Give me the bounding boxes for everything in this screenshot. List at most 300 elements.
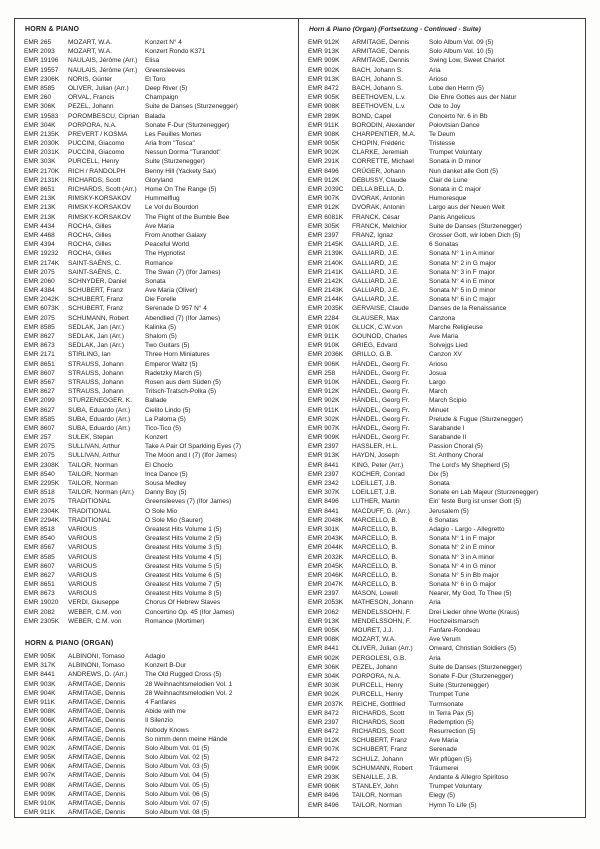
composer-name: MARCELLO, B. — [352, 525, 398, 533]
work-title: Les Feuilles Mortes — [145, 130, 202, 138]
work-title: Passion Choral (5) — [429, 443, 483, 451]
catalog-row — [308, 93, 579, 102]
catalog-row — [24, 698, 292, 707]
composer-name: MARCELLO, B. — [352, 516, 398, 524]
work-title: Serenade D 957 N° 4 — [145, 305, 207, 313]
catalog-row — [308, 415, 579, 424]
catalog-number: EMR 8585 — [24, 553, 55, 561]
catalog-number: EMR 8540 — [24, 470, 55, 478]
composer-name: FRANCK, César — [352, 213, 400, 221]
catalog-number: EMR 8496 — [308, 167, 339, 175]
work-title: Emperor Waltz (5) — [145, 360, 198, 368]
catalog-number: EMR 912K — [308, 204, 340, 212]
composer-name: VARIOUS — [68, 544, 97, 552]
composer-name: TRADITIONAL — [68, 516, 111, 524]
catalog-number: EMR 2397 — [308, 443, 339, 451]
work-title: Gloryland — [145, 176, 173, 184]
work-title: Sonata in C major — [429, 186, 482, 193]
composer-name: MARCELLO, B. — [352, 535, 398, 543]
composer-name: CORRETTE, Michael — [352, 158, 414, 166]
work-title: Tico-Tico (5) — [145, 424, 181, 432]
catalog-row — [308, 764, 579, 773]
catalog-number: EMR 2397 — [308, 718, 339, 726]
composer-name: VERDI, Giuseppe — [68, 599, 120, 607]
composer-name: ARMITAGE, Dennis — [68, 680, 126, 688]
work-title: Deep River (5) — [145, 84, 188, 92]
catalog-number: EMR 912K — [308, 39, 340, 46]
catalog-number: EMR 910K — [308, 378, 340, 386]
composer-name: SEDLAK, Jan (Arr.) — [68, 333, 124, 340]
composer-name: GALLIARD, J.E. — [352, 250, 399, 258]
work-title: Suite (Sturzenegger) — [145, 158, 205, 166]
composer-name: PORPORA, N.A. — [68, 121, 117, 129]
work-title: Champaign — [145, 94, 179, 102]
work-title: Elegy (5) — [429, 792, 456, 800]
catalog-row — [24, 213, 292, 222]
composer-name: SULLIVAN, Arthur — [68, 443, 120, 451]
work-title: Romance — [145, 259, 173, 267]
catalog-row — [24, 295, 292, 304]
composer-name: BOND, Capel — [352, 112, 392, 120]
catalog-number: EMR 2044K — [308, 544, 344, 552]
composer-name: TRADITIONAL — [68, 498, 111, 506]
work-title: Greensleeves (7) (Ifor James) — [145, 498, 232, 506]
work-title: Ballade — [145, 397, 167, 405]
catalog-number: EMR 291K — [308, 158, 340, 166]
composer-name: HÄNDEL, Georg Fr. — [352, 378, 410, 386]
composer-name: GALLIARD, J.E. — [352, 287, 399, 295]
composer-name: SEDLAK, Jan (Arr.) — [68, 323, 124, 331]
composer-name: SCHUBERT, Franz — [68, 305, 124, 313]
catalog-row — [24, 716, 292, 725]
composer-name: SULLIVAN, Arthur — [68, 452, 120, 460]
work-title: Radetzky March (5) — [145, 369, 202, 377]
catalog-number: EMR 906K — [24, 717, 56, 725]
composer-name: RICHARDS, Scott — [352, 728, 405, 736]
catalog-row — [308, 259, 579, 268]
catalog-number: EMR 4468 — [24, 231, 55, 239]
work-title: The Flight of the Bumble Bee — [145, 213, 230, 221]
composer-name: NAULAIS, Jérôme (Arr.) — [68, 57, 138, 65]
catalog-number: EMR 2174K — [24, 259, 60, 267]
composer-name: HASSLER, H.L. — [352, 443, 398, 451]
composer-name: GLUCK, C.W.von — [352, 323, 403, 331]
work-title: Ave Verum — [429, 636, 461, 644]
catalog-row — [308, 102, 579, 111]
catalog-number: EMR 2045K — [308, 562, 344, 570]
work-title: Suite de Danses (Sturzenegger) — [145, 103, 238, 111]
catalog-row — [308, 644, 579, 653]
catalog-row — [308, 470, 579, 479]
catalog-row — [24, 670, 292, 679]
catalog-number: EMR 8585 — [24, 323, 55, 331]
catalog-number: EMR 906K — [308, 360, 340, 368]
catalog-number: EMR 906K — [308, 783, 340, 791]
work-title: Largo — [429, 378, 446, 386]
catalog-number: EMR 2075 — [24, 498, 55, 506]
work-title: El Choclo — [145, 461, 173, 469]
catalog-number: EMR 8627 — [24, 333, 55, 340]
composer-name: FRANCK, Melchior — [352, 222, 407, 230]
work-title: Cielito Lindo (5) — [145, 406, 191, 414]
catalog-number: EMR 8567 — [24, 544, 55, 552]
catalog-row — [308, 507, 579, 516]
catalog-row — [308, 75, 579, 84]
work-title: Panis Angelicus — [429, 213, 475, 221]
catalog-row — [308, 700, 579, 709]
composer-name: VARIOUS — [68, 581, 97, 589]
composer-name: ARMITAGE, Dennis — [68, 708, 126, 716]
catalog-number: EMR 2397 — [308, 590, 339, 598]
composer-name: PORPORA, N.A. — [352, 672, 401, 680]
catalog-row — [308, 635, 579, 644]
composer-name: ARMITAGE, Dennis — [352, 39, 410, 46]
catalog-row — [308, 350, 579, 359]
catalog-row — [24, 433, 292, 442]
work-title: Drei Lieder ohne Worte (Kraus) — [429, 608, 520, 616]
work-title: Lobe den Herrn (5) — [429, 84, 484, 92]
composer-name: SULEK, Stepan — [68, 434, 114, 442]
catalog-row — [308, 516, 579, 525]
work-title: Concertino Op. 45 (Ifor James) — [145, 608, 235, 616]
work-title: 28 Weihnachtsmelodien Vol. 2 — [145, 689, 233, 697]
catalog-row — [24, 167, 292, 176]
work-title: Adagio - Largo - Allegretto — [429, 525, 505, 533]
catalog-number: EMR 2142K — [308, 277, 344, 285]
work-title: Greatest Hits Volume 3 (5) — [145, 544, 222, 552]
composer-name: BACH, Johann S. — [352, 75, 403, 83]
catalog-row — [308, 121, 579, 130]
catalog-row — [24, 534, 292, 543]
catalog-number: EMR 8518 — [24, 489, 55, 497]
composer-name: ARMITAGE, Dennis — [68, 744, 126, 752]
catalog-row — [24, 341, 292, 350]
composer-name: KING, Peter (Arr.) — [352, 461, 404, 469]
composer-name: SEDLAK, Jan (Arr.) — [68, 342, 124, 350]
work-title: Concerto Nr. 6 in Bb — [429, 112, 488, 120]
catalog-row — [24, 543, 292, 552]
catalog-row — [24, 680, 292, 689]
work-title: Nun danket alle Gott (5) — [429, 167, 499, 175]
catalog-row — [24, 203, 292, 212]
work-title: Sonata — [429, 480, 450, 487]
work-title: Home On The Range (5) — [145, 186, 217, 193]
composer-name: MARCELLO, B. — [352, 581, 398, 589]
work-title: Konzert N° 4 — [145, 39, 182, 46]
catalog-row — [308, 663, 579, 672]
catalog-row — [24, 726, 292, 735]
work-title: Hummelflug — [145, 195, 180, 203]
work-title: Sonata N° 3 in A minor — [429, 553, 495, 561]
catalog-row — [308, 461, 579, 470]
catalog-number: EMR 902K — [308, 654, 340, 662]
catalog-row — [308, 286, 579, 295]
catalog-number: EMR 911K — [24, 809, 55, 817]
work-title: 4 Fanfares — [145, 698, 177, 706]
work-title: Arioso — [429, 360, 448, 368]
catalog-row — [24, 84, 292, 93]
catalog-row — [308, 112, 579, 121]
work-title: Konzert — [145, 434, 168, 442]
work-title: Sonata N° 5 in D minor — [429, 287, 496, 295]
catalog-number: EMR 905K — [308, 627, 340, 634]
work-title: Ave Maria (Oliver) — [145, 287, 198, 295]
catalog-number: EMR 907K — [308, 195, 340, 203]
catalog-row — [24, 771, 292, 780]
catalog-number: EMR 8472 — [308, 709, 339, 717]
work-title: Sonata N° 1 in A minor — [429, 250, 495, 258]
composer-name: HÄNDEL, Georg Fr. — [352, 397, 410, 405]
catalog-row — [308, 801, 579, 810]
composer-name: SCHUBERT, Franz — [68, 287, 124, 295]
catalog-number: EMR 907K — [24, 772, 56, 780]
composer-name: STRAUSS, Johann — [68, 388, 124, 396]
catalog-number: EMR 19196 — [24, 57, 59, 65]
catalog-number: EMR 289K — [308, 112, 340, 120]
work-title: Sonate en Lab Majeur (Sturzenegger) — [429, 489, 539, 497]
catalog-number: EMR 2030K — [24, 140, 60, 148]
catalog-row — [308, 176, 579, 185]
catalog-row — [308, 277, 579, 286]
work-title: Sousa Medley — [145, 480, 187, 487]
catalog-row — [308, 369, 579, 378]
catalog-number: EMR 2082 — [24, 608, 55, 616]
catalog-number: EMR 2043K — [308, 535, 344, 543]
composer-name: STRAUSS, Johann — [68, 369, 124, 377]
catalog-row — [24, 424, 292, 433]
catalog-row — [24, 744, 292, 753]
catalog-number: EMR 911K — [308, 121, 339, 129]
catalog-number: EMR 317K — [24, 662, 56, 670]
catalog-row — [24, 562, 292, 571]
catalog-number: EMR 8651 — [24, 581, 55, 589]
catalog-row — [24, 442, 292, 451]
work-title: Three Horn Miniatures — [145, 351, 210, 359]
catalog-row — [308, 240, 579, 249]
catalog-number: EMR 19020 — [24, 599, 59, 607]
work-title: Greensleeves — [145, 66, 186, 74]
catalog-row — [308, 773, 579, 782]
work-title: Sonate F-Dur (Sturzenegger) — [145, 121, 230, 129]
catalog-number: EMR 2036K — [308, 351, 344, 359]
catalog-number: EMR 8673 — [24, 342, 55, 350]
composer-name: ARMITAGE, Dennis — [68, 809, 126, 817]
catalog-number: EMR 911K — [24, 698, 55, 706]
catalog-number: EMR 6081K — [308, 213, 344, 221]
composer-name: HÄNDEL, Georg Fr. — [352, 415, 410, 423]
catalog-number: EMR 2062 — [308, 608, 339, 616]
catalog-number: EMR 4394 — [24, 241, 55, 249]
catalog-number: EMR 8607 — [24, 369, 55, 377]
catalog-row — [24, 781, 292, 790]
catalog-number: EMR 902K — [308, 66, 340, 74]
composer-name: OLIVER, Julian (Arr.) — [68, 84, 129, 92]
catalog-number: EMR 8607 — [24, 562, 55, 570]
work-title: Hochzeitsmarsch — [429, 617, 479, 625]
work-title: Sonata N° 6 in C major — [429, 296, 496, 304]
catalog-row — [308, 139, 579, 148]
catalog-number: EMR 2294K — [24, 516, 60, 524]
catalog-number: EMR 8651 — [24, 360, 55, 368]
composer-name: HÄNDEL, Georg Fr. — [352, 424, 410, 432]
composer-name: ROCHA, Gilles — [68, 241, 112, 249]
work-title: Andante & Allegro Spiritoso — [429, 774, 509, 781]
column-right — [299, 19, 585, 817]
work-title: Nobody Knows — [145, 726, 189, 734]
catalog-number: EMR 904K — [24, 689, 56, 697]
catalog-row — [308, 295, 579, 304]
composer-name: RIMSKY-KORSAKOV — [68, 213, 131, 221]
catalog-row — [24, 470, 292, 479]
composer-name: STURZENEGGER, K. — [68, 397, 132, 405]
work-title: Te Deum — [429, 130, 456, 138]
work-title: Suite (Sturzenegger) — [429, 682, 489, 690]
catalog-number: EMR 905K — [308, 140, 340, 148]
catalog-row — [24, 580, 292, 589]
composer-name: STANLEY, John — [352, 783, 399, 791]
work-title: Ode to Joy — [429, 103, 461, 111]
catalog-number: EMR 2141K — [308, 268, 344, 276]
composer-name: HÄNDEL, Georg Fr. — [352, 360, 410, 368]
catalog-number: EMR 8567 — [24, 378, 55, 386]
catalog-number: EMR 2305K — [24, 617, 60, 625]
catalog-row — [308, 497, 579, 506]
catalog-number: EMR 2131K — [24, 176, 60, 184]
work-title: Trumpet Voluntary — [429, 149, 482, 157]
catalog-row — [24, 277, 292, 286]
composer-name: ARMITAGE, Dennis — [68, 754, 126, 762]
catalog-number: EMR 908K — [24, 781, 56, 789]
composer-name: GALLIARD, J.E. — [352, 296, 399, 304]
composer-name: ARMITAGE, Dennis — [68, 689, 126, 697]
catalog-number: EMR 213K — [24, 204, 56, 212]
catalog-number: EMR 304K — [24, 121, 56, 129]
composer-name: GOUNOD, Charles — [352, 333, 408, 340]
composer-name: GERVAISE, Claude — [352, 305, 409, 313]
catalog-number: EMR 293K — [308, 774, 340, 781]
composer-name: DEBUSSY, Claude — [352, 176, 407, 184]
catalog-number: EMR 8540 — [24, 535, 55, 543]
catalog-row — [308, 148, 579, 157]
composer-name: RICHARDS, Scott — [352, 709, 405, 717]
catalog-number: EMR 912K — [308, 176, 340, 184]
catalog-row — [24, 790, 292, 799]
work-title: Sonata N° 4 in E minor — [429, 277, 496, 285]
composer-name: CLARKE, Jeremiah — [352, 149, 409, 157]
work-title: Adagio — [145, 653, 166, 660]
catalog-number: EMR 2075 — [24, 268, 55, 276]
catalog-number: EMR 913K — [308, 452, 340, 460]
catalog-row — [24, 194, 292, 203]
catalog-number: EMR 909K — [308, 434, 340, 442]
work-title: Two Guitars (5) — [145, 342, 190, 350]
catalog-row — [24, 799, 292, 808]
catalog-row — [24, 507, 292, 516]
composer-name: TAILOR, Norman — [352, 792, 402, 800]
catalog-row — [308, 442, 579, 451]
catalog-number: EMR 2397 — [308, 470, 339, 478]
catalog-number: EMR 307K — [308, 489, 340, 497]
composer-name: TAILOR, Norman — [68, 470, 118, 478]
work-title: Trumpet Tune — [429, 691, 470, 699]
column-left — [15, 19, 298, 817]
work-title: Greatest Hits Volume 7 (5) — [145, 581, 222, 589]
composer-name: CHOPIN, Frédéric — [352, 140, 405, 148]
composer-name: VARIOUS — [68, 525, 97, 533]
composer-name: CRÜGER, Johann — [352, 167, 406, 175]
catalog-number: EMR 4384 — [24, 287, 55, 295]
work-title: Solo Album Vol. 01 (5) — [145, 744, 210, 752]
catalog-number: EMR 8441 — [308, 507, 339, 515]
composer-name: POROMBESCU, Ciprian — [68, 112, 140, 120]
catalog-row — [308, 424, 579, 433]
catalog-row — [24, 350, 292, 359]
composer-name: HÄNDEL, Georg Fr. — [352, 369, 410, 377]
catalog-number: EMR 19583 — [24, 112, 59, 120]
section-title: HORN & PIANO (ORGAN) — [25, 640, 114, 647]
catalog-row — [308, 249, 579, 258]
catalog-row — [308, 323, 579, 332]
catalog-row — [308, 451, 579, 460]
catalog-row — [308, 681, 579, 690]
composer-name: MARCELLO, B. — [352, 544, 398, 552]
composer-name: ARMITAGE, Dennis — [68, 772, 126, 780]
catalog-number: EMR 913K — [308, 617, 340, 625]
composer-name: ARMITAGE, Dennis — [68, 698, 126, 706]
work-title: Ein' feste Burg ist unser Gott (5) — [429, 498, 522, 506]
composer-name: MENDELSSOHN, F. — [352, 608, 411, 616]
work-title: Prelude & Fugue (Sturzenegger) — [429, 415, 523, 423]
catalog-number: EMR 902K — [308, 397, 340, 405]
composer-name: WEBER, C.M. von — [68, 617, 122, 625]
catalog-number: EMR 2295K — [24, 480, 60, 487]
catalog-number: EMR 905K — [24, 653, 56, 660]
composer-name: MOZART, W.A. — [68, 39, 112, 46]
catalog-row — [24, 589, 292, 598]
catalog-number: EMR 2342 — [308, 480, 339, 487]
catalog-row — [308, 736, 579, 745]
composer-name: DVORAK, Antonin — [352, 195, 405, 203]
catalog-row — [308, 598, 579, 607]
catalog-number: EMR 6073K — [24, 305, 60, 313]
composer-name: ARMITAGE, Dennis — [68, 763, 126, 771]
work-title: Canzon XV — [429, 351, 462, 359]
work-title: 6 Sonatas — [429, 516, 459, 524]
catalog-row — [24, 406, 292, 415]
work-title: Humoresque — [429, 195, 467, 203]
composer-name: TAILOR, Norman — [68, 461, 118, 469]
work-title: Rosen aus dem Süden (5) — [145, 378, 221, 386]
catalog-number: EMR 19232 — [24, 250, 59, 258]
catalog-row — [308, 617, 579, 626]
work-title: O Sole Mio — [145, 507, 178, 515]
catalog-number: EMR 2143K — [308, 287, 344, 295]
catalog-number: EMR 2135K — [24, 130, 60, 138]
composer-name: BEETHOVEN, L.v. — [352, 94, 406, 102]
composer-name: ARMITAGE, Dennis — [68, 781, 126, 789]
catalog-row — [24, 323, 292, 332]
catalog-number: EMR 8627 — [24, 388, 55, 396]
work-title: Shalom (5) — [145, 333, 177, 340]
composer-name: MOURET, J.J. — [352, 627, 394, 634]
catalog-number: EMR 913K — [308, 48, 340, 56]
catalog-row — [308, 314, 579, 323]
catalog-number: EMR 910K — [24, 800, 56, 807]
catalog-number: EMR 905K — [308, 94, 340, 102]
catalog-number: EMR 8441 — [308, 645, 339, 653]
work-title: Elisa — [145, 57, 160, 65]
catalog-row — [308, 534, 579, 543]
